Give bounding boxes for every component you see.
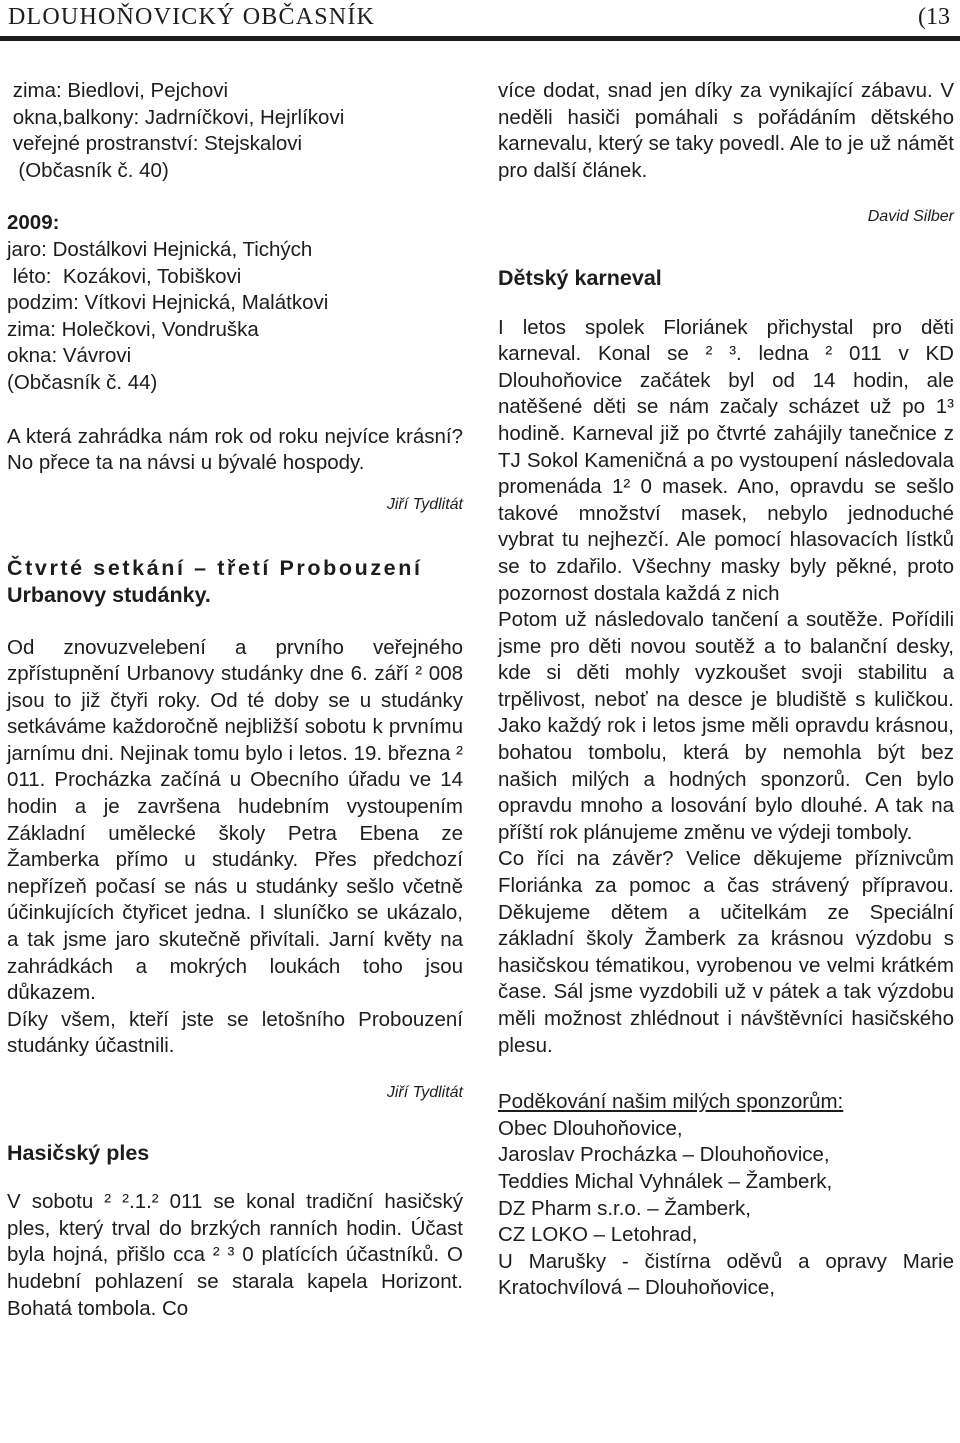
header-rule bbox=[0, 36, 960, 41]
sponsors-list bbox=[498, 1116, 954, 1302]
list-item: okna,balkony: Jadrníčkovi, Hejrlíkovi bbox=[7, 105, 345, 129]
author-signature: Jiří Tydlitát bbox=[386, 495, 463, 513]
list-item: (Občasník č. 40) bbox=[7, 158, 169, 182]
cleaning-list-2009 bbox=[7, 210, 463, 396]
left-column bbox=[7, 78, 463, 1322]
studanka-heading bbox=[7, 555, 463, 608]
year-label: 2009: bbox=[7, 211, 60, 235]
ples-paragraph: V sobotu ² ².1.² 011 se konal tradiční hasičský ples, který trval do brzkých ranních hodin. Účast byla hojná, přišlo cca ² ³ 0 platících účastníků. O hudební pohlazení se starala kapela Horizont. Bohatá tombola. Co bbox=[7, 1190, 463, 1320]
garden-paragraph: A která zahrádka nám rok od roku nejvíce krásní? No přece ta na návsi u bývalé hospody. bbox=[7, 424, 463, 475]
list-item: podzim: Vítkovi Hejnická, Malátkovi bbox=[7, 291, 329, 315]
ples-continuation-paragraph: více dodat, snad jen díky za vynikající zábavu. V neděli hasiči pomáhali s pořádáním dětského karnevalu, který se taky povedl. Ale to je už námět pro další článek. bbox=[498, 79, 954, 182]
karneval-paragraph: I letos spolek Floriánek přichystal pro děti karneval. Konal se ² ³. ledna ² 011 v KD Dlouhoňovice začátek byl od 14 hodin, ale natěšené děti se nám začaly scházet už po 1³ hodině. Karneval již po čtvrté zahájily tanečnice z TJ Sokol Kameničná a po vystoupení následovala promenáda 1² 0 masek. Ano, opravdu se sešlo takové množství masek, nebylo jednoduché vybrat tu nejhezčí. Ale pomocí hlasovacích lístků se to zdařilo. Všechny masky byly pěkné, proto pozornost dostala každá z nich bbox=[498, 315, 954, 605]
studanka-thanks-paragraph: Díky všem, kteří jste se letošního Probouzení studánky účastnili. bbox=[7, 1007, 463, 1058]
list-item: okna: Vávrovi bbox=[7, 344, 132, 368]
karneval-heading: Dětský karneval bbox=[498, 265, 662, 290]
list-item: Jaroslav Procházka – Dlouhoňovice, bbox=[498, 1143, 830, 1167]
list-item: (Občasník č. 44) bbox=[7, 370, 158, 394]
list-item: CZ LOKO – Letohrad, bbox=[498, 1223, 698, 1247]
karneval-paragraph: Potom už následovalo tančení a soutěže. Pořídili jsme pro děti novou soutěž a to balanční desky, kde si děti mohly vyzkoušet svoji stabilitu a trpělivost, neboť na desce je bludiště s kuličkou. Jako každý rok i letos jsme měli opravdu krásnou, bohatou tombolu, která by nemohla být bez našich milých a hodných sponzorů. Cen bylo opravdu mnoho a losování bylo dlouhé. A tak na příští rok plánujeme změnu ve výdeji tomboly. bbox=[498, 608, 954, 844]
list-item: zima: Biedlovi, Pejchovi bbox=[7, 79, 229, 102]
cleaning-list-2008 bbox=[7, 78, 463, 184]
page-number: (13 bbox=[918, 4, 950, 30]
list-item: zima: Holečkovi, Vondruška bbox=[7, 317, 259, 341]
author-signature: Jiří Tydlitát bbox=[386, 1084, 463, 1101]
studanka-heading-line: Čtvrté setkání – třetí Probouzení bbox=[7, 556, 423, 581]
karneval-paragraph: Co říci na závěr? Velice děkujeme příznivcům Floriánka za pomoc a čas strávený přípravou. Děkujeme dětem a učitelkám ze Speciální základní školy Žamberk za krásnou výzdobu s hasičskou tématikou, vyrobenou ve velmi krátkém čase. Sál jsme vyzdobili už v pátek a tak výzdobu měli možnost zhlédnout i návštěvníci hasičského plesu. bbox=[498, 847, 954, 1057]
studanka-heading-line: Urbanovy studánky. bbox=[7, 582, 211, 607]
list-item: DZ Pharm s.r.o. – Žamberk, bbox=[498, 1196, 751, 1220]
list-item: veřejné prostranství: Stejskalovi bbox=[7, 132, 303, 156]
list-item: jaro: Dostálkovi Hejnická, Tichých bbox=[7, 237, 313, 261]
right-column bbox=[498, 78, 954, 1302]
sponsors-heading: Poděkování našim milých sponzorům: bbox=[498, 1090, 844, 1114]
newsletter-title: DLOUHOŇOVICKÝ OBČASNÍK bbox=[8, 4, 376, 30]
ples-heading: Hasičský ples bbox=[7, 1140, 150, 1165]
list-item: Obec Dlouhoňovice, bbox=[498, 1116, 683, 1140]
list-item: léto: Kozákovi, Tobiškovi bbox=[7, 264, 242, 288]
page-header bbox=[0, 0, 960, 48]
author-signature: David Silber bbox=[867, 208, 954, 226]
list-item: Teddies Michal Vyhnálek – Žamberk, bbox=[498, 1169, 833, 1193]
list-item: U Marušky - čistírna oděvů a opravy Marie Kratochvílová – Dlouhoňovice, bbox=[498, 1249, 954, 1300]
studanka-paragraph: Od znovuzvelebení a prvního veřejného zpřístupnění Urbanovy studánky dne 6. září ² 008 jsou to již čtyři roky. Od té doby se u studánky setkáváme každoročně nejbližší sobotu k prvnímu jarnímu dni. Nejinak tomu bylo i letos. 19. března ² 011. Procházka začíná u Obecního úřadu ve 14 hodin a je završena hudebním vystoupením Základní umělecké školy Petra Ebena ze Žamberka přímo u studánky. Přes předchozí nepřízeň počasí se nás u studánky sešlo včetně účinkujících čtyřicet jedna. I sluníčko se ukázalo, a tak jsme jaro skutečně přivítali. Jarní květy na zahrádkách a mokrých loukách toho jsou důkazem. bbox=[7, 635, 463, 1005]
